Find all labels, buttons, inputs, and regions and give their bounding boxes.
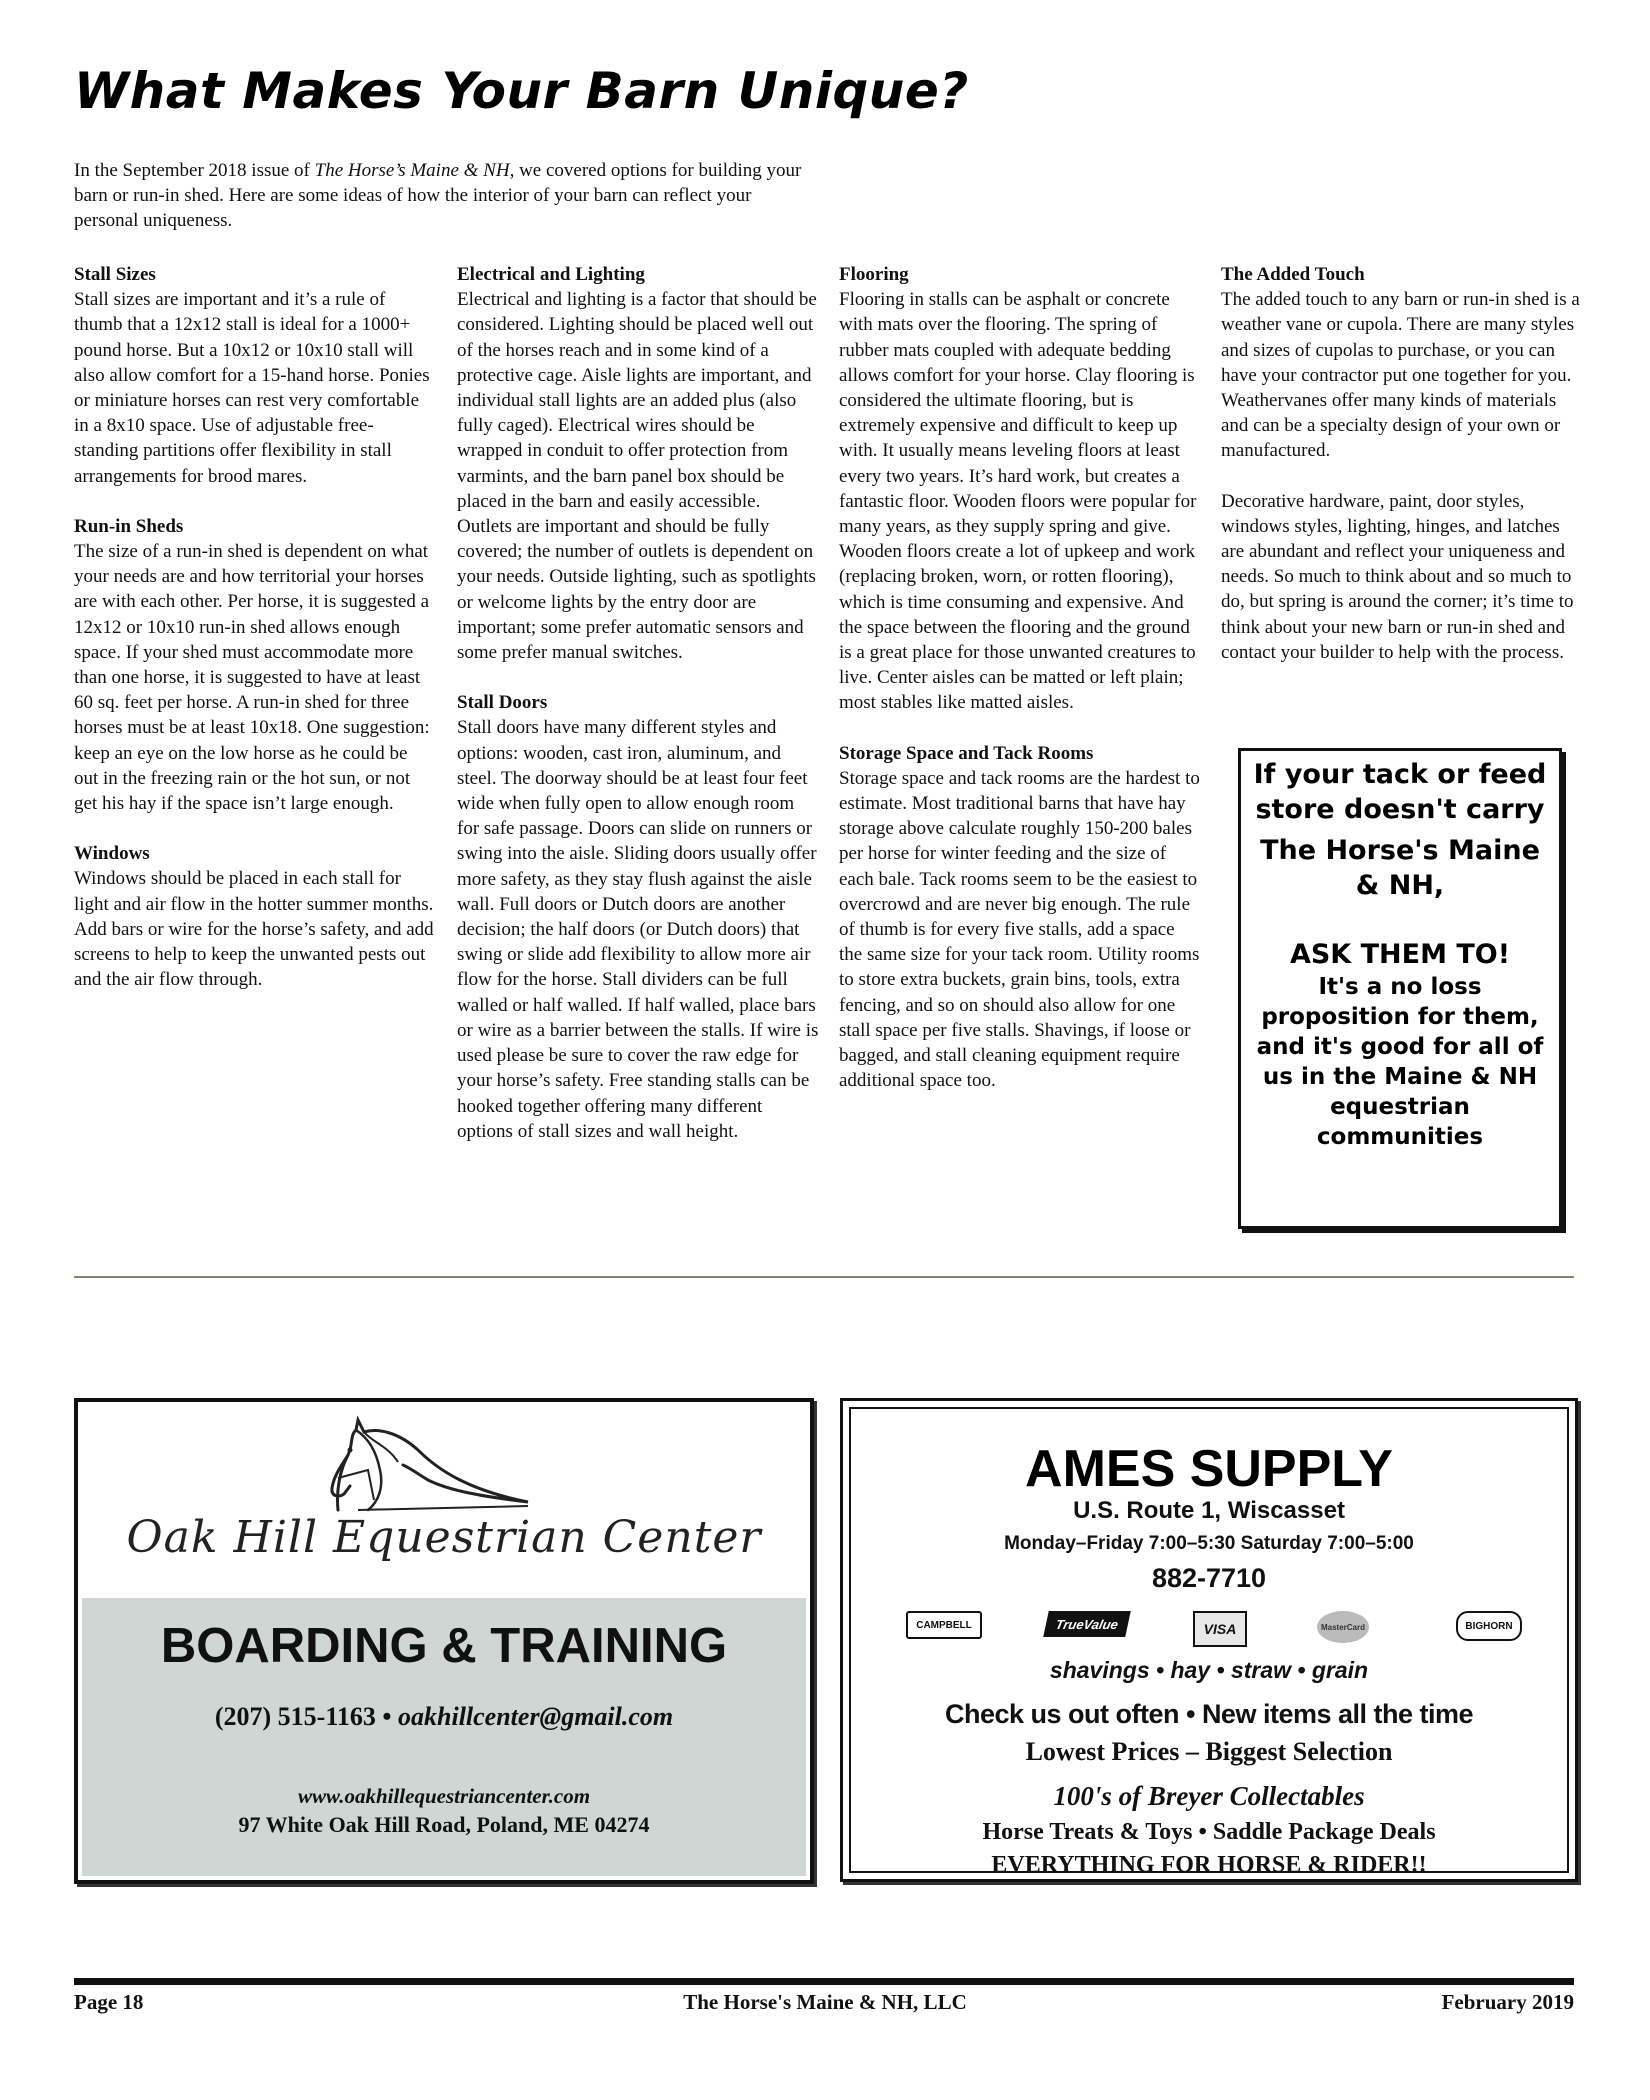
intro-publication-name: The Horse’s Maine & NH	[314, 160, 510, 181]
ames-everything: EVERYTHING FOR HORSE & RIDER!!	[991, 1852, 1427, 1878]
ames-name: AMES SUPPLY	[1025, 1440, 1393, 1498]
oak-hill-ad[interactable]	[74, 1398, 814, 1884]
truevalue-logo-icon: TrueValue	[1043, 1611, 1131, 1637]
promo-box	[1238, 748, 1562, 1229]
storage-heading: Storage Space and Tack Rooms	[839, 742, 1094, 764]
oak-hill-contact	[82, 1702, 806, 1732]
footer-date: February 2019	[1441, 1990, 1574, 2014]
article-title: What Makes Your Barn Unique?	[74, 62, 969, 120]
ames-treats: Horse Treats & Toys • Saddle Package Deals	[982, 1819, 1436, 1845]
ames-products: shavings • hay • straw • grain	[1049, 1657, 1369, 1683]
stall-sizes-heading: Stall Sizes	[74, 264, 156, 285]
promo-ask-them: ASK THEM TO!	[1289, 939, 1511, 970]
oak-hill-logo-text: Oak Hill Equestrian Center	[126, 1512, 762, 1563]
oak-hill-address: 97 White Oak Hill Road, Poland, ME 04274	[238, 1812, 650, 1837]
stall-doors-body: Stall doors have many different styles and options: wooden, cast iron, aluminum, and steel. The doorway should be at least four feet wide when fully open to allow enough room for safe passage. Doors can slide on runners or swing into the aisle. Sliding doors usually offer more safety, as they stay flush against the aisle wall. Full doors or Dutch doors are another decision; the half doors (or Dutch doors) that swing or slide add flexibility to allow more air flow for the horse. Stall dividers can be full walled or half walled. If half walled, place bars or wire as a barrier between the stalls. If wire is used please be sure to cover the raw edge for your horse’s safety. Free standing stalls can be hooked together offering many different options of stall sizes and wall height.	[457, 717, 819, 1142]
visa-logo-icon: VISA	[1193, 1611, 1247, 1647]
bighorn-logo-icon: BIGHORN	[1456, 1611, 1522, 1641]
added-touch-heading: The Added Touch	[1221, 264, 1365, 285]
oak-hill-headline: BOARDING & TRAINING	[160, 1619, 728, 1673]
section-divider	[74, 1276, 1574, 1278]
intro-text-before: In the September 2018 issue of	[74, 160, 315, 181]
promo-line-2: The Horse's Maine & NH,	[1260, 835, 1540, 901]
oak-hill-website[interactable]: www.oakhillequestriancenter.com	[297, 1784, 591, 1808]
oak-hill-email[interactable]: oakhillcenter@gmail.com	[398, 1702, 674, 1731]
stall-doors-heading: Stall Doors	[457, 692, 548, 714]
campbell-logo-icon: CAMPBELL	[906, 1611, 982, 1639]
storage-body: Storage space and tack rooms are the hardest to estimate. Most traditional barns that have hay storage above calculate roughly 150-200 bales per horse for winter feeding and the size of each bale. Tack rooms seem to be the easiest to overcrowd and are never big enough. The rule of thumb is for every five stalls, add a space the same size for your tack room. Utility rooms to store extra buckets, grain bins, tools, extra fencing, and so on should also allow for one stall space per five stalls. Shavings, if loose or bagged, and stall cleaning equipment require additional space too.	[839, 767, 1200, 1092]
ames-phone: 882-7710	[1151, 1563, 1267, 1593]
article-column-4	[1221, 262, 1581, 690]
horse-head-logo-icon	[298, 1410, 598, 1520]
ames-hours: Monday–Friday 7:00–5:30 Saturday 7:00–5:00	[1004, 1533, 1414, 1554]
ames-supply-ad[interactable]	[840, 1398, 1578, 1882]
mastercard-logo-icon: MasterCard	[1317, 1611, 1369, 1643]
oak-hill-phone: (207) 515-1163	[214, 1702, 376, 1731]
footer-page-number: Page 18	[74, 1990, 144, 2014]
article-column-1	[74, 262, 436, 1017]
promo-line-4: It's a no loss proposition for them, and it's good for all of us in the Maine & NH equestrian communities	[1256, 974, 1544, 1150]
electrical-heading: Electrical and Lighting	[457, 264, 645, 285]
flooring-heading: Flooring	[839, 264, 909, 285]
oak-hill-separator: •	[375, 1702, 399, 1731]
ames-tagline: Check us out often • New items all the time	[944, 1699, 1474, 1729]
ames-inner-border	[849, 1407, 1569, 1878]
intro-text-after: , we covered options for building your barn or run-in shed. Here are some ideas of how the interior of your barn can reflect your personal uniqueness.	[74, 160, 802, 231]
oak-hill-info-band	[82, 1598, 806, 1876]
windows-body: Windows should be placed in each stall for light and air flow in the hotter summer months. Add bars or wire for the horse’s safety, and add screens to help to keep the unwanted pests out and the air flow through.	[74, 868, 434, 991]
windows-heading: Windows	[74, 843, 150, 865]
run-in-sheds-heading: Run-in Sheds	[74, 515, 184, 537]
added-touch-body: The added touch to any barn or run-in shed is a weather vane or cupola. There are many styles and sizes of cupolas to purchase, or you can have your contractor put one together for you. Weathervanes offer many kinds of materials and can be a specialty design of your own or manufactured.	[1221, 289, 1580, 462]
footer-publisher: The Horse's Maine & NH, LLC	[683, 1990, 967, 2014]
footer-rule	[74, 1978, 1574, 1985]
article-column-2	[457, 262, 819, 1169]
ames-breyer: 100's of Breyer Collectables	[1053, 1781, 1365, 1811]
flooring-body: Flooring in stalls can be asphalt or concrete with mats over the flooring. The spring of rubber mats coupled with adequate bedding allows comfort for your horse. Clay flooring is considered the ultimate flooring, but is extremely expensive and difficult to keep up with. It usually means leveling floors at least every two years. It’s hard work, but creates a fantastic floor. Wooden floors were popular for many years, as they supply spring and give. Wooden floors create a lot of upkeep and work (replacing broken, worn, or rotten flooring), which is time consuming and expensive. And the space between the flooring and the ground is a great place for those unwanted creatures to live. Center aisles can be matted or left plain; most stables like matted aisles.	[839, 289, 1197, 714]
article-column-3	[839, 262, 1201, 1119]
run-in-sheds-body: The size of a run-in shed is dependent on what your needs are and how territorial your horses are with each other. Per horse, it is suggested a 12x12 or 10x10 run-in shed allows enough space. If your shed must accommodate more than one horse, it is suggested to have at least 60 sq. feet per horse. A run-in shed for three horses must be at least 10x18. One suggestion: keep an eye on the low horse as he could be out in the freezing rain or the hot sun, or not get his hay if the space isn’t large enough.	[74, 541, 430, 815]
electrical-body: Electrical and lighting is a factor that should be considered. Lighting should be placed well out of the horses reach and in some kind of a protective cage. Aisle lights are important, and individual stall lights are an added plus (also fully caged). Electrical wires should be wrapped in conduit to offer protection from varmints, and the barn panel box should be placed in the barn and easily accessible. Outlets are important and should be fully covered; the number of outlets is dependent on your needs. Outside lighting, such as spotlights or welcome lights by the entry door are important; some prefer automatic sensors and some prefer manual switches.	[457, 289, 817, 664]
promo-line-1: If your tack or feed store doesn't carry	[1253, 759, 1547, 825]
ames-location: U.S. Route 1, Wiscasset	[1073, 1497, 1345, 1524]
article-intro	[74, 158, 814, 233]
ames-prices: Lowest Prices – Biggest Selection	[1025, 1737, 1393, 1766]
added-touch-body-2: Decorative hardware, paint, door styles, windows styles, lighting, hinges, and latches are abundant and reflect your uniqueness and needs. So much to think about and so much to do, but spring is around the corner; it’s time to think about your new barn or run-in shed and contact your builder to help with the process.	[1221, 490, 1574, 663]
stall-sizes-body: Stall sizes are important and it’s a rule of thumb that a 12x12 stall is ideal for a 1000+ pound horse. But a 10x12 or 10x10 stall will also allow comfort for a 15-hand horse. Ponies or miniature horses can rest very comfortable in a 8x10 space. Use of adjustable free-standing partitions offer flexibility in stall arrangements for brood mares.	[74, 289, 430, 487]
